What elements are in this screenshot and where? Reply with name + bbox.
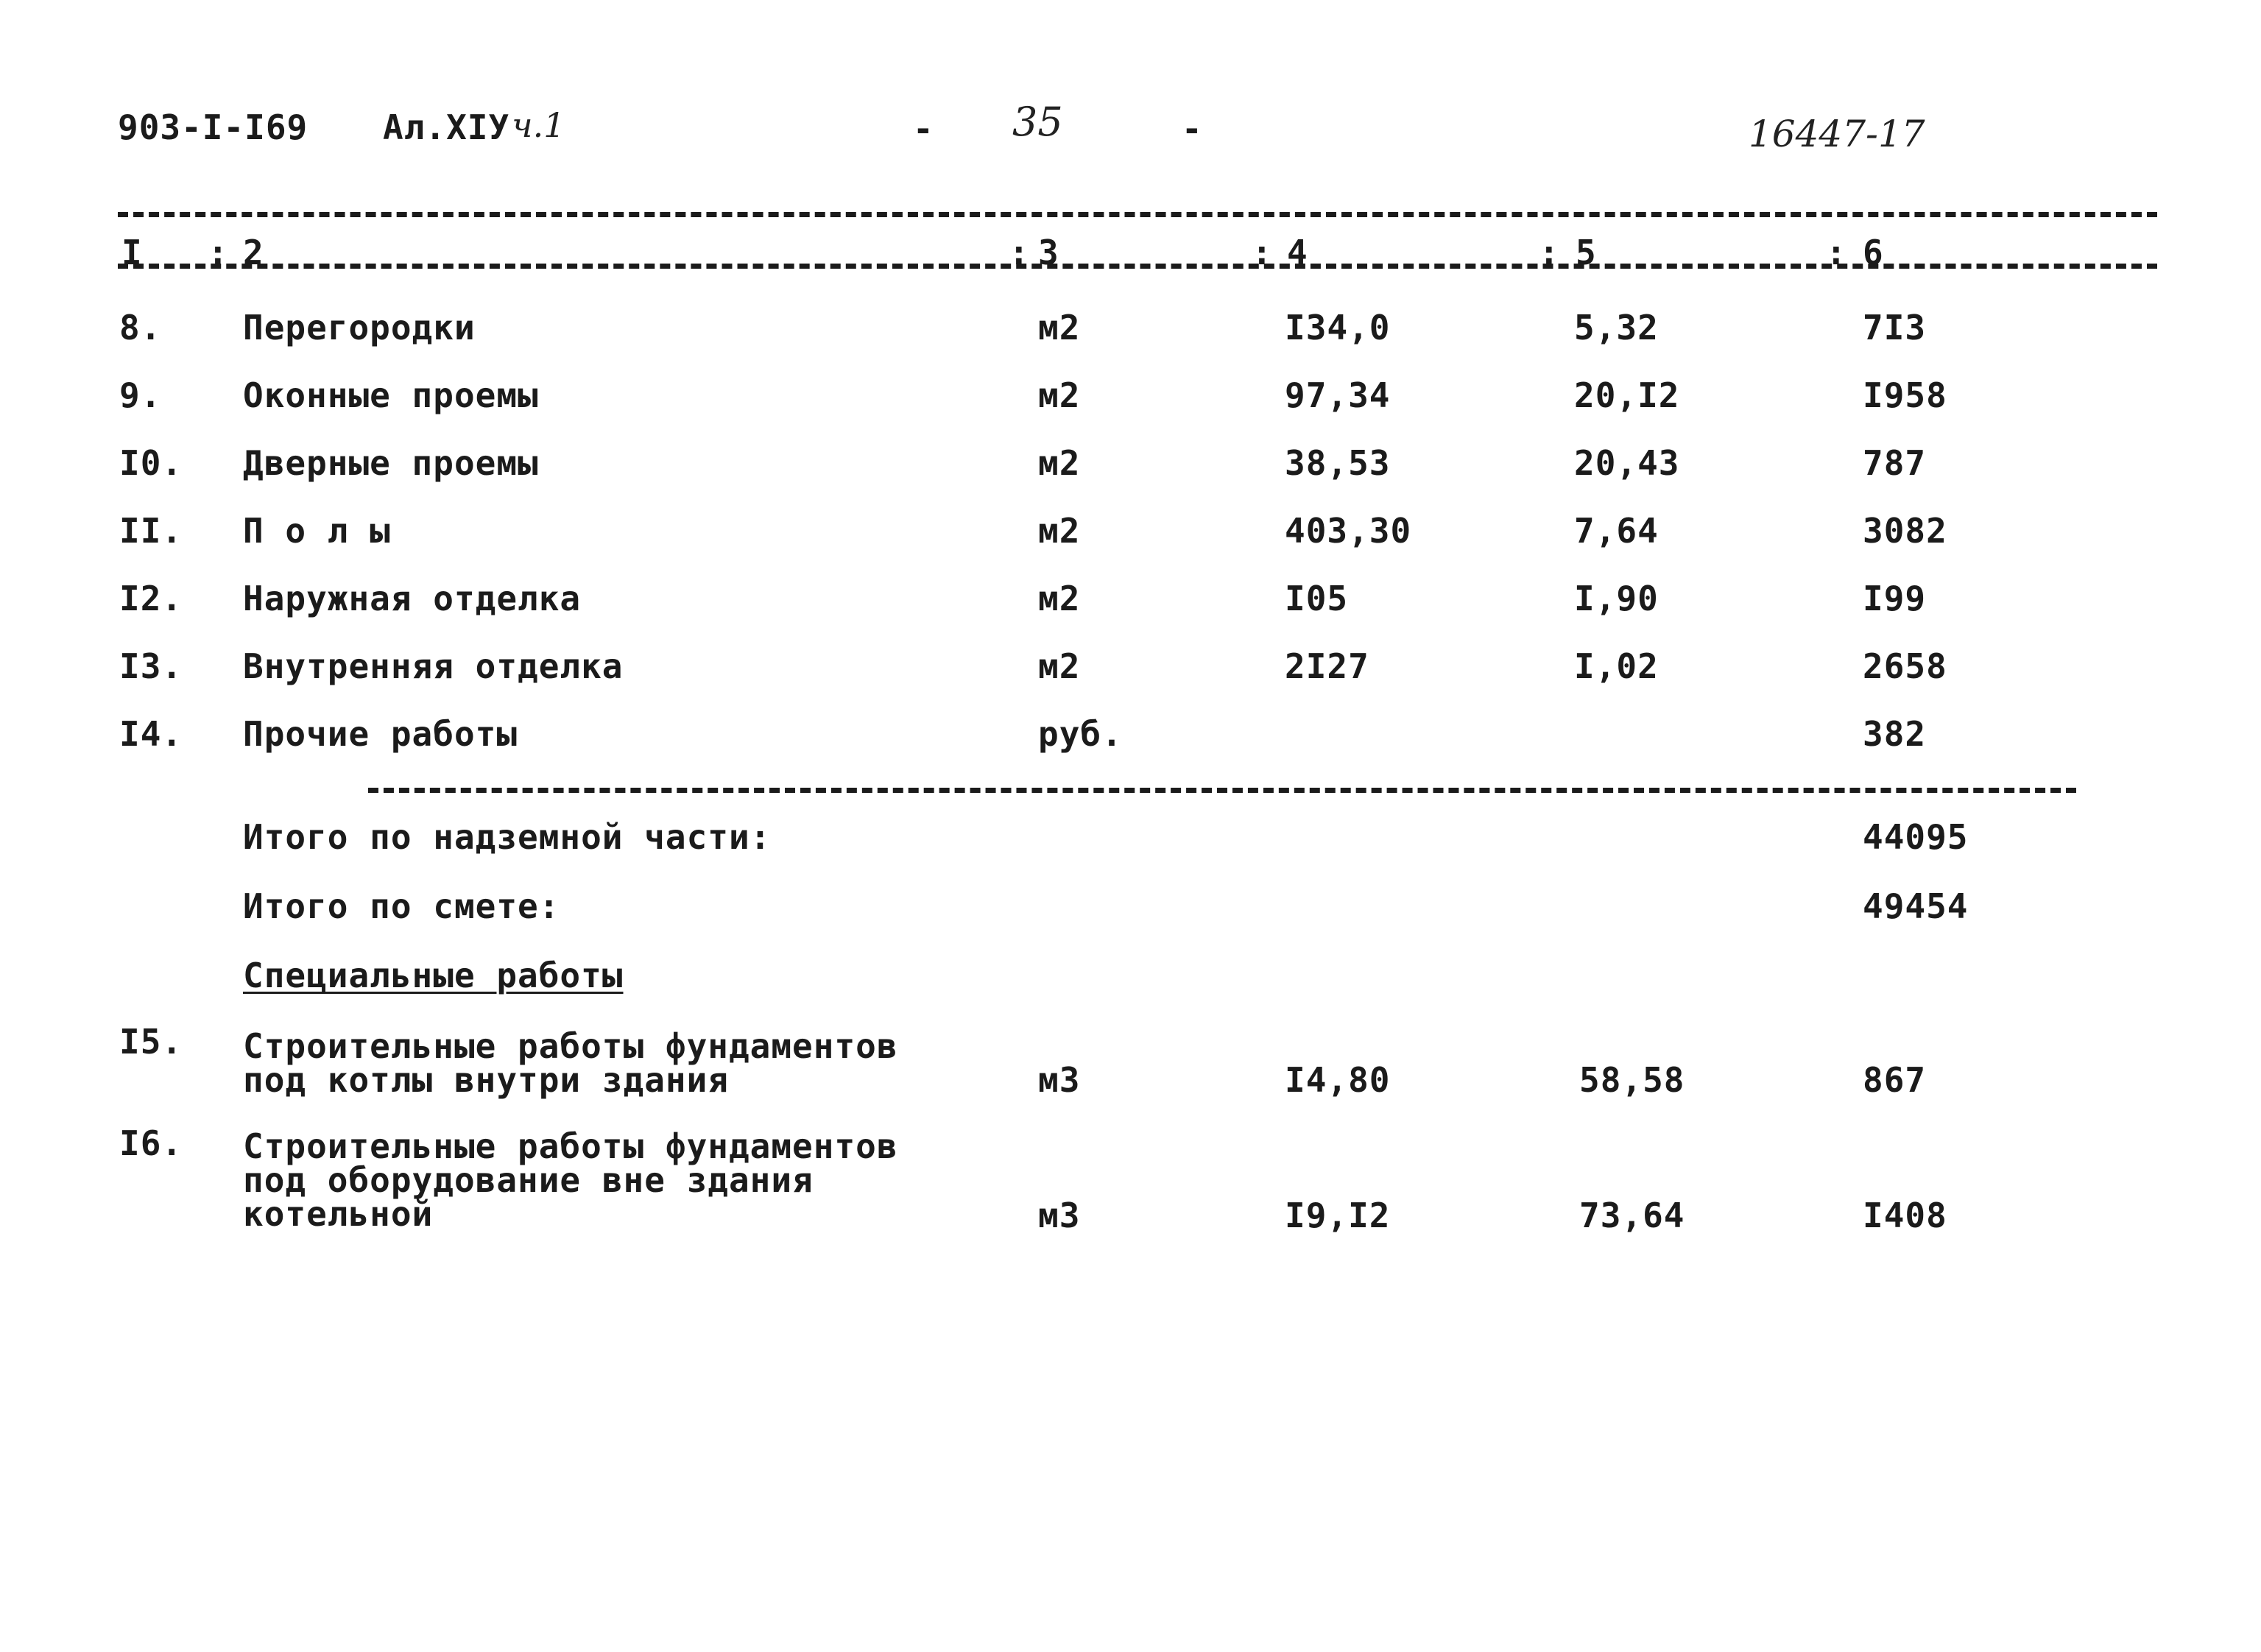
- col-header-sep-1: :: [208, 233, 229, 272]
- totals-dashed-rule: [368, 788, 2076, 793]
- total-estimate-value: 49454: [1863, 886, 1969, 926]
- row-unit: м2: [1038, 579, 1081, 618]
- col-header-1: I: [121, 233, 143, 272]
- row-unit-price: 58,58: [1579, 1060, 1685, 1100]
- row-unit: м2: [1038, 511, 1081, 551]
- album-handwritten: ч.1: [512, 105, 565, 145]
- col-header-sep-3: :: [1252, 233, 1273, 272]
- row-unit: м2: [1038, 646, 1081, 686]
- row-number: 8.: [119, 308, 162, 347]
- row-name: Наружная отделка: [243, 579, 582, 618]
- row-total: 2658: [1863, 646, 1947, 686]
- row-number: I3.: [119, 646, 183, 686]
- row-number: I2.: [119, 579, 183, 618]
- row-number: I0.: [119, 443, 183, 483]
- page-number: 35: [1012, 99, 1063, 145]
- row-name-line2: под оборудование вне здания: [243, 1160, 814, 1200]
- row-name-line2: под котлы внутри здания: [243, 1060, 729, 1100]
- header-dash-right: -: [1182, 109, 1203, 149]
- row-quantity: I4,80: [1285, 1060, 1391, 1100]
- row-number: I4.: [119, 714, 183, 754]
- document-code: 903-I-I69: [118, 107, 308, 147]
- row-name: Дверные проемы: [243, 443, 539, 483]
- row-name: П о л ы: [243, 511, 391, 551]
- row-quantity: 2I27: [1285, 646, 1369, 686]
- col-header-sep-2: :: [1009, 233, 1030, 272]
- total-estimate-label: Итого по смете:: [243, 886, 560, 926]
- section-title: Специальные работы: [243, 956, 624, 995]
- row-name: Прочие работы: [243, 714, 518, 754]
- col-header-3: 3: [1038, 233, 1059, 272]
- total-aboveground-label: Итого по надземной части:: [243, 817, 772, 857]
- row-name-line1: Строительные работы фундаментов: [243, 1126, 898, 1166]
- row-quantity: 38,53: [1285, 443, 1391, 483]
- header-dashed-rule: [118, 264, 2157, 269]
- album-printed: Ал.XIУ: [383, 107, 510, 147]
- row-unit-price: 7,64: [1574, 511, 1659, 551]
- row-quantity: 97,34: [1285, 375, 1391, 415]
- row-number: 9.: [119, 375, 162, 415]
- row-total: I408: [1863, 1196, 1947, 1235]
- row-quantity: 403,30: [1285, 511, 1412, 551]
- row-total: 867: [1863, 1060, 1927, 1100]
- row-name: Перегородки: [243, 308, 476, 347]
- col-header-6: 6: [1863, 233, 1884, 272]
- row-unit-price: 5,32: [1574, 308, 1659, 347]
- header-dash-left: -: [913, 109, 934, 149]
- row-total: 382: [1863, 714, 1927, 754]
- row-unit: м2: [1038, 375, 1081, 415]
- row-unit: м3: [1038, 1060, 1081, 1100]
- row-quantity: I34,0: [1285, 308, 1391, 347]
- col-header-sep-4: :: [1539, 233, 1560, 272]
- row-unit-price: I,02: [1574, 646, 1659, 686]
- row-total: I958: [1863, 375, 1947, 415]
- col-header-2: 2: [243, 233, 264, 272]
- row-name: Внутренняя отделка: [243, 646, 624, 686]
- col-header-sep-5: :: [1826, 233, 1847, 272]
- row-total: I99: [1863, 579, 1927, 618]
- row-name-line1: Строительные работы фундаментов: [243, 1026, 898, 1066]
- col-header-4: 4: [1287, 233, 1308, 272]
- row-name-line3: котельной: [243, 1194, 434, 1234]
- row-number: II.: [119, 511, 183, 551]
- row-unit-price: I,90: [1574, 579, 1659, 618]
- col-header-5: 5: [1576, 233, 1597, 272]
- row-unit: м2: [1038, 443, 1081, 483]
- total-aboveground-value: 44095: [1863, 817, 1969, 857]
- row-unit-price: 20,I2: [1574, 375, 1680, 415]
- row-unit: м3: [1038, 1196, 1081, 1235]
- row-unit: м2: [1038, 308, 1081, 347]
- row-unit-price: 20,43: [1574, 443, 1680, 483]
- row-total: 3082: [1863, 511, 1947, 551]
- row-name: Оконные проемы: [243, 375, 539, 415]
- sheet-code: 16447-17: [1749, 113, 1925, 155]
- top-dashed-rule: [118, 212, 2157, 217]
- row-total: 787: [1863, 443, 1927, 483]
- row-number: I5.: [119, 1022, 183, 1062]
- row-quantity: I05: [1285, 579, 1349, 618]
- row-unit-price: 73,64: [1579, 1196, 1685, 1235]
- row-number: I6.: [119, 1123, 183, 1163]
- row-quantity: I9,I2: [1285, 1196, 1391, 1235]
- row-total: 7I3: [1863, 308, 1927, 347]
- row-unit: руб.: [1038, 714, 1123, 754]
